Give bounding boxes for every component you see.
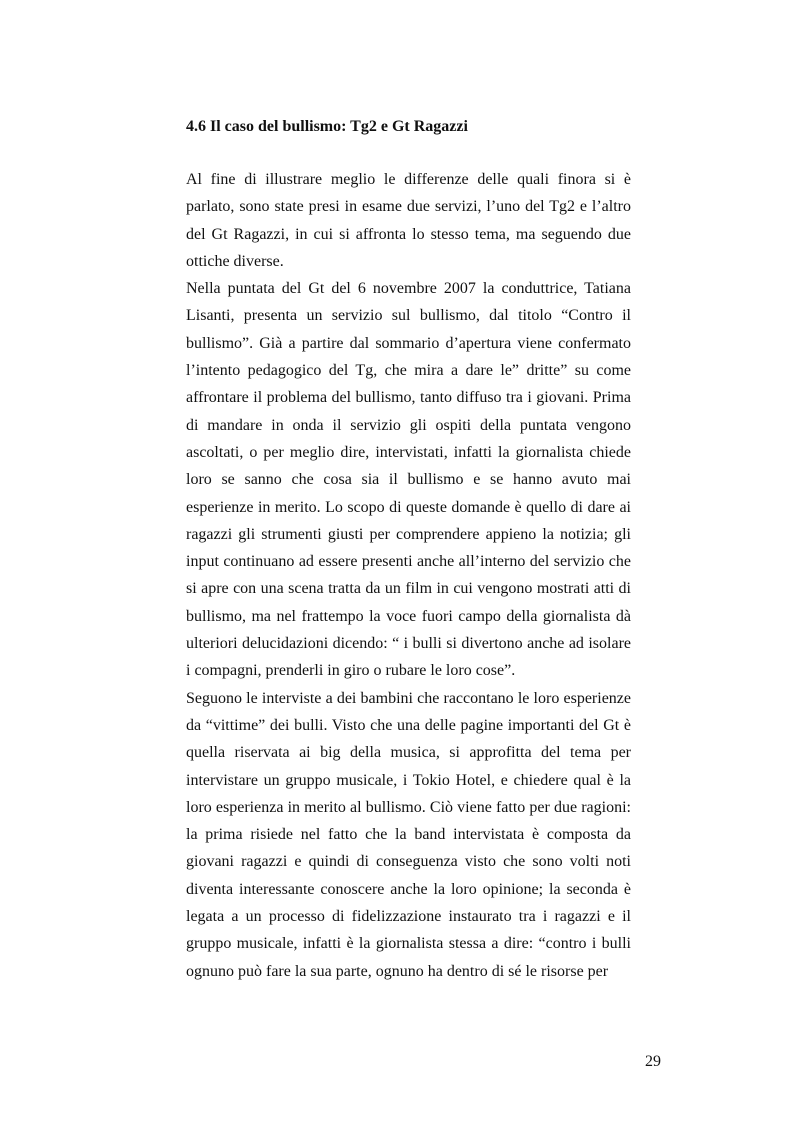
paragraph-interviews: Seguono le interviste a dei bambini che raccontano le loro esperienze da “vittime” dei bulli. Visto che una delle pagine importanti del Gt è quella riservata ai big della musica, si approfitta del tema per intervistare un gruppo musicale, i Tokio Hotel, e chiedere qual è la loro esperienza in merito al bullismo. Ciò viene fatto per due ragioni: la prima risiede nel fatto che la band intervistata è composta da giovani ragazzi e quindi di conseguenza visto che sono volti noti diventa interessante conoscere anche la loro opinione; la seconda è legata a un processo di fidelizzazione instaurato tra i ragazzi e il gruppo musicale, infatti è la giornalista stessa a dire: “contro i bulli ognuno può fare la sua parte, ognuno ha dentro di sé le risorse per [186, 689, 631, 980]
page-number: 29 [645, 1053, 661, 1070]
paragraph-introduction: Al fine di illustrare meglio le differenze delle quali finora si è parlato, sono state presi in esame due servizi, l’uno del Tg2 e l’altro del Gt Ragazzi, in cui si affronta lo stesso tema, ma seguendo due ottiche diverse. [186, 171, 631, 270]
page-body [186, 113, 631, 985]
paragraph-gt-episode: Nella puntata del Gt del 6 novembre 2007 la conduttrice, Tatiana Lisanti, presenta un servizio sul bullismo, dal titolo “Contro il bullismo”. Già a partire dal sommario d’apertura viene confermato l’intento pedagogico del Tg, che mira a dare le” dritte” su come affrontare il problema del bullismo, tanto diffuso tra i giovani. Prima di mandare in onda il servizio gli ospiti della puntata vengono ascoltati, o per meglio dire, intervistati, infatti la giornalista chiede loro se sanno che cosa sia il bullismo e se hanno avuto mai esperienze in merito. Lo scopo di queste domande è quello di dare ai ragazzi gli strumenti giusti per comprendere appieno la notizia; gli input continuano ad essere presenti anche all’interno del servizio che si apre con una scena tratta da un film in cui vengono mostrati atti di bullismo, ma nel frattempo la voce fuori campo della giornalista dà ulteriori delucidazioni dicendo: “ i bulli si divertono anche ad isolare i compagni, prenderli in giro o rubare le loro cose”. [186, 280, 631, 680]
section-heading: 4.6 Il caso del bullismo: Tg2 e Gt Ragazzi [186, 118, 468, 135]
